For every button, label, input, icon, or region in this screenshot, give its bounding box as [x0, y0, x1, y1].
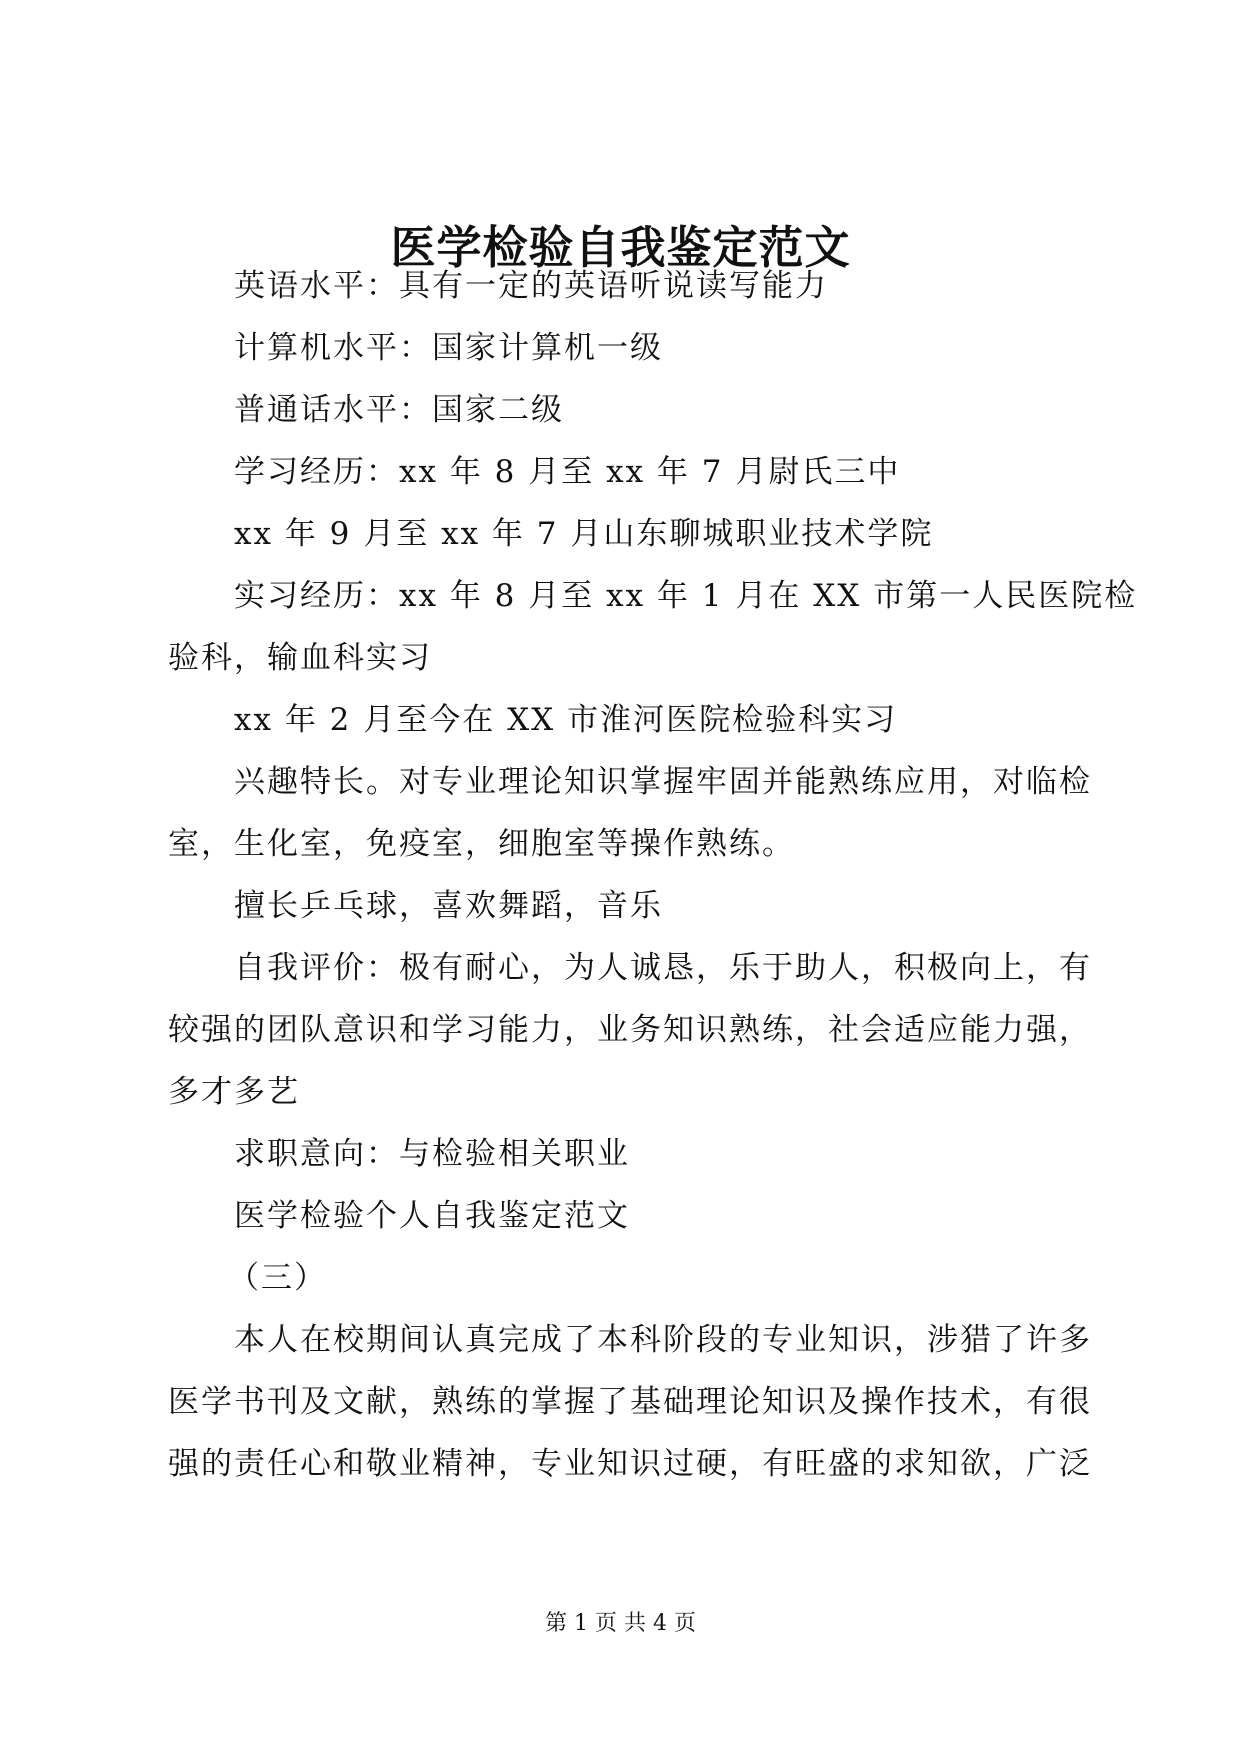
text-line-paragraph-3: 强的责任心和敬业精神，专业知识过硬，有旺盛的求知欲，广泛 [168, 1446, 1092, 1482]
text-line-section-number: （三） [228, 1260, 327, 1296]
text-line-study-history-1: 学习经历：xx 年 8 月至 xx 年 7 月尉氏三中 [234, 454, 901, 490]
text-line-self-evaluation: 自我评价：极有耐心，为人诚恳，乐于助人，积极向上，有 [234, 950, 1092, 986]
text-line-hobbies: 擅长乒乓球，喜欢舞蹈，音乐 [234, 888, 663, 924]
text-line-self-evaluation-cont-1: 较强的团队意识和学习能力，业务知识熟练，社会适应能力强， [168, 1012, 1092, 1048]
text-line-section-heading: 医学检验个人自我鉴定范文 [234, 1198, 630, 1234]
text-line-skills: 兴趣特长。对专业理论知识掌握牢固并能熟练应用，对临检 [234, 764, 1092, 800]
text-line-computer-level: 计算机水平：国家计算机一级 [234, 330, 663, 366]
text-line-internship-1-cont: 验科，输血科实习 [168, 640, 432, 676]
text-line-paragraph-1: 本人在校期间认真完成了本科阶段的专业知识，涉猎了许多 [234, 1322, 1092, 1358]
text-line-study-history-2: xx 年 9 月至 xx 年 7 月山东聊城职业技术学院 [234, 516, 934, 552]
text-line-paragraph-2: 医学书刊及文献，熟练的掌握了基础理论知识及操作技术，有很 [168, 1384, 1092, 1420]
text-line-internship-2: xx 年 2 月至今在 XX 市淮河医院检验科实习 [234, 702, 898, 738]
text-line-internship-1: 实习经历：xx 年 8 月至 xx 年 1 月在 XX 市第一人民医院检 [234, 578, 1138, 614]
text-line-job-intention: 求职意向：与检验相关职业 [234, 1136, 630, 1172]
text-line-mandarin-level: 普通话水平：国家二级 [234, 392, 564, 428]
text-line-english-level: 英语水平：具有一定的英语听说读写能力 [234, 268, 828, 304]
page-footer: 第 1 页 共 4 页 [545, 1611, 696, 1636]
text-line-self-evaluation-cont-2: 多才多艺 [168, 1074, 300, 1110]
document-title: 医学检验自我鉴定范文 [390, 221, 851, 274]
text-line-skills-cont: 室，生化室，免疫室，细胞室等操作熟练。 [168, 826, 795, 862]
